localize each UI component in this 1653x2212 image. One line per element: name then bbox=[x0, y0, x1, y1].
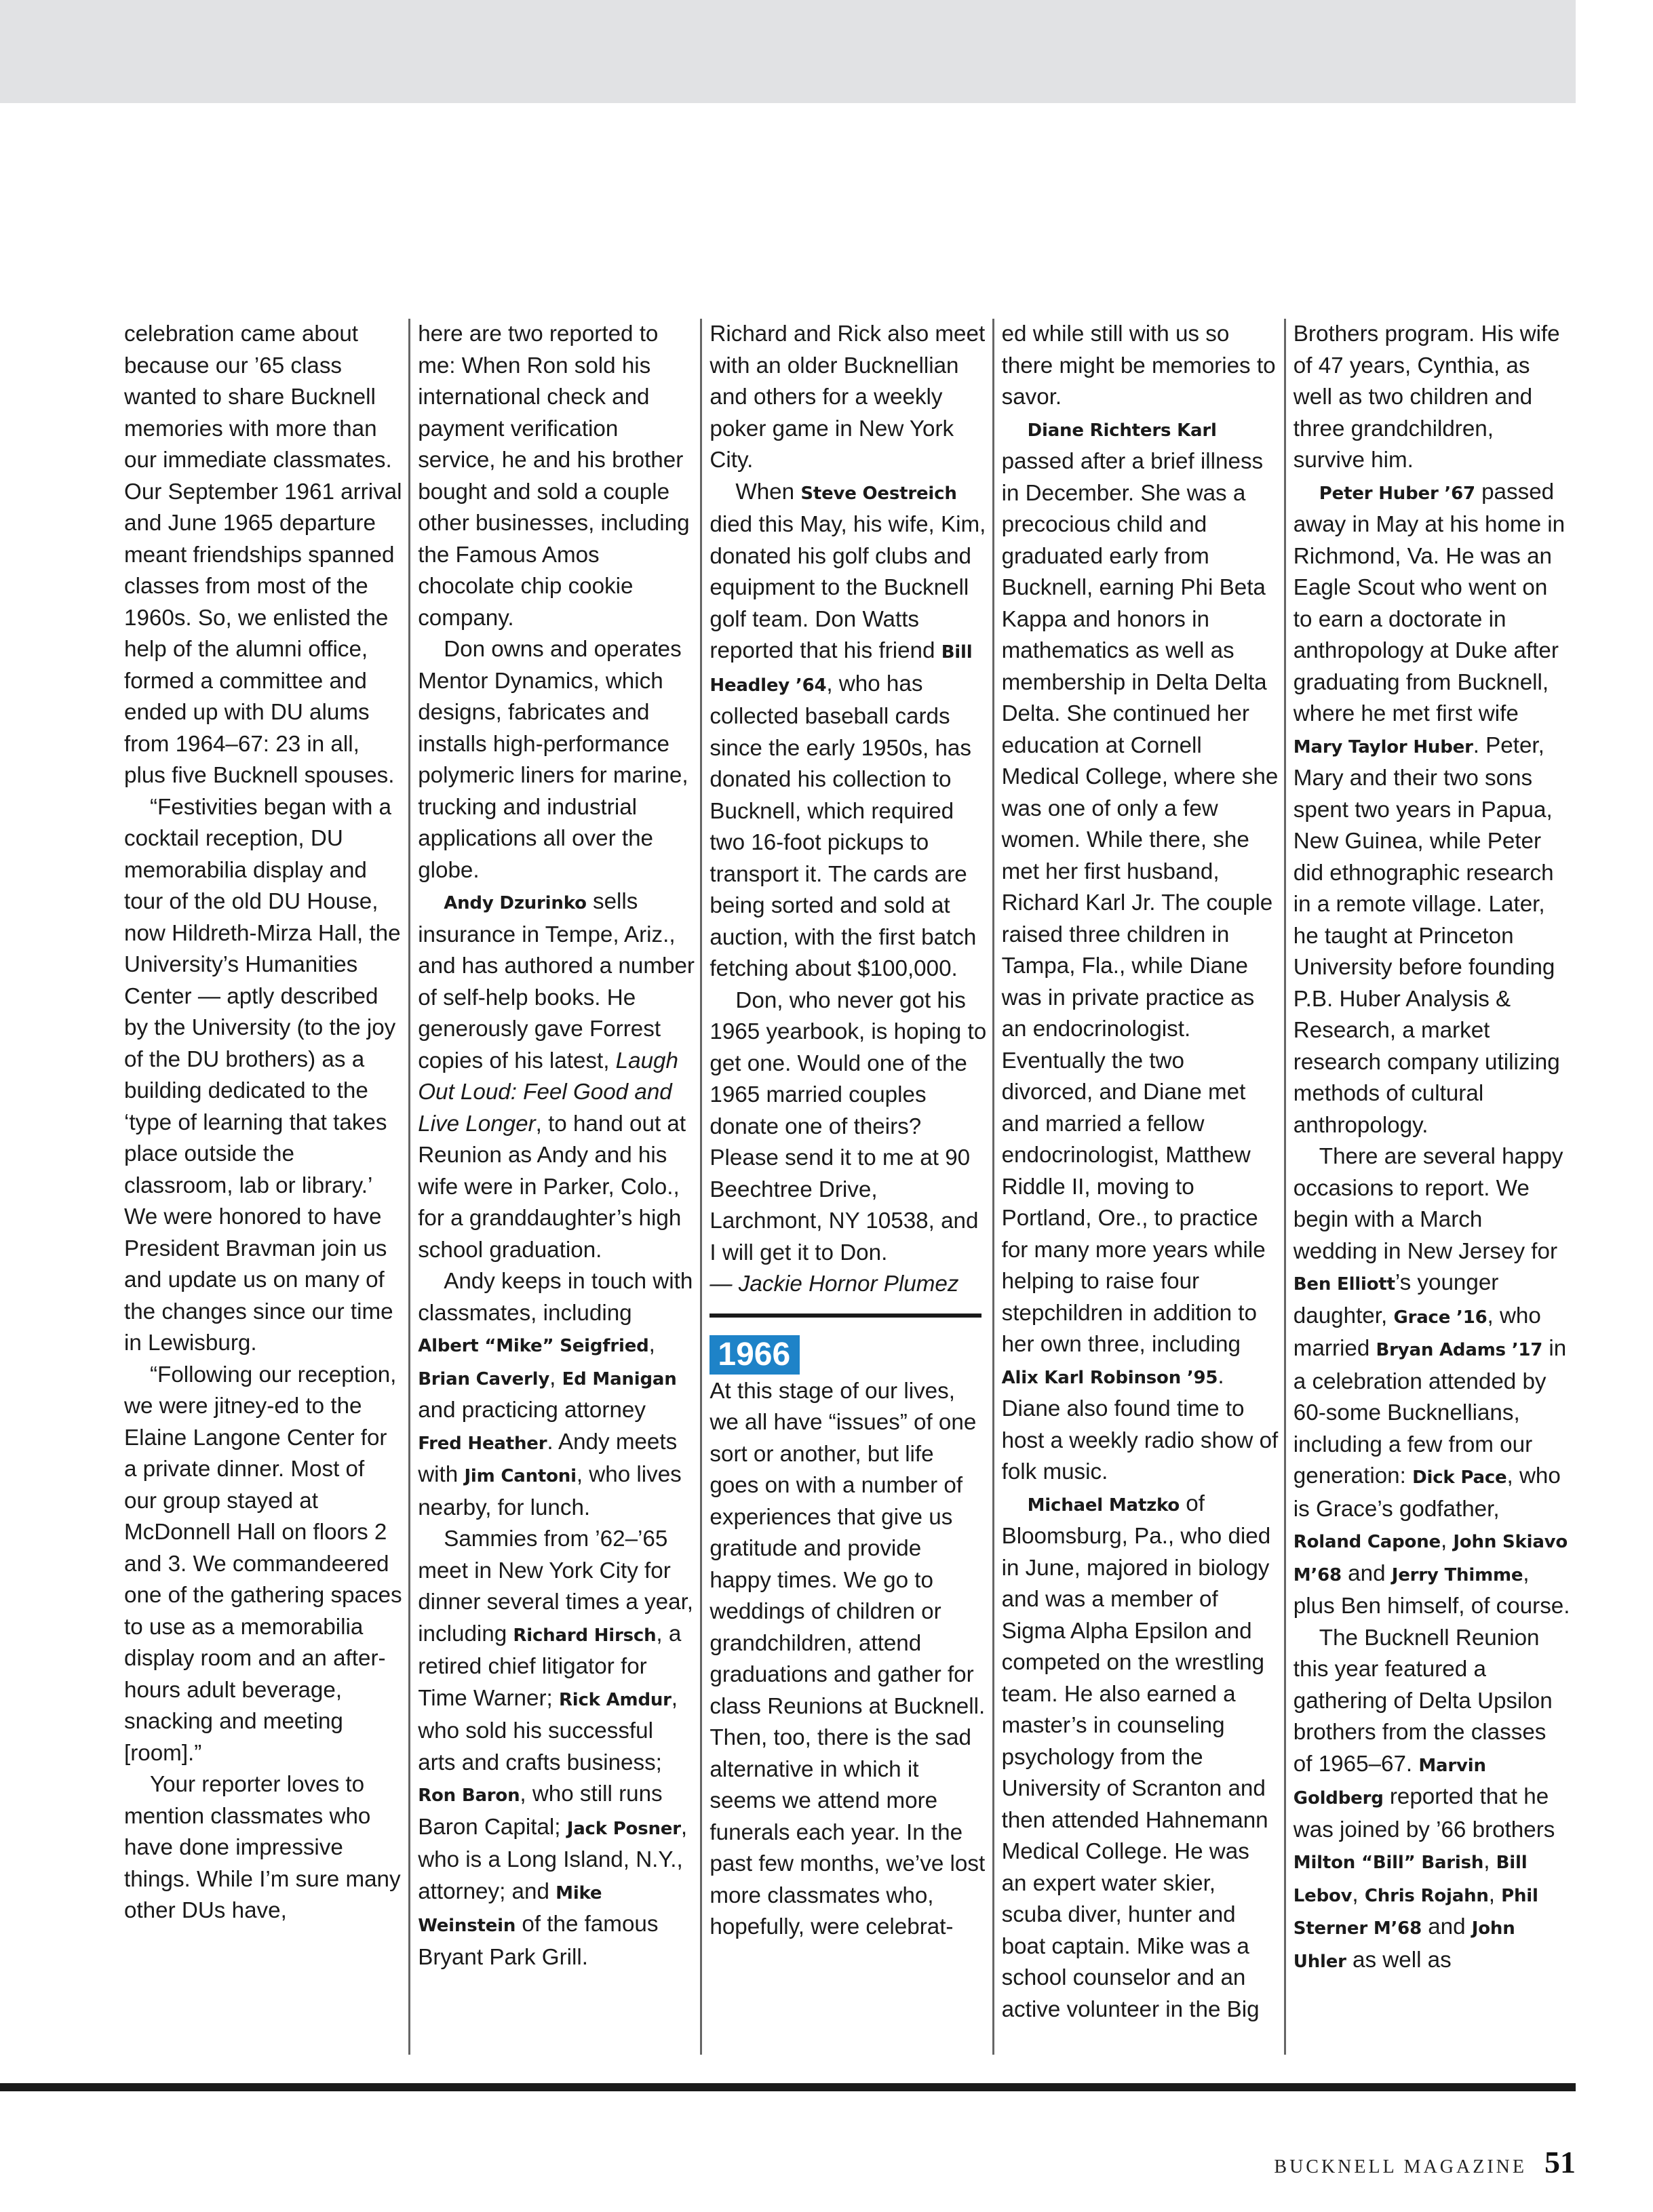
column-2 bbox=[408, 319, 700, 2055]
text-run: , who sold his successful arts and crafts business; bbox=[418, 1685, 678, 1775]
text-run: , who married bbox=[1293, 1303, 1541, 1361]
column-1 bbox=[117, 319, 408, 2055]
classmate-name: John Skiavo M’68 bbox=[1293, 1532, 1568, 1585]
text-run: Richard and Rick also meet with an older Bucknellian and others for a weekly poker game in New York City. bbox=[709, 321, 986, 473]
text-run: celebration came about because our ’65 class wanted to share Bucknell memories with more than our immediate classmates. Our September 1961 arrival and June 1965 departure meant friendships spanned classes from most of the 1960s. So, we enlisted the help of the alumni office, formed a committee and ended up with DU alums from 1964–67: 23 in all, plus five Bucknell spouses. bbox=[124, 321, 402, 788]
classmate-name: Roland Capone bbox=[1293, 1532, 1441, 1552]
classmate-name: Bill Lebov bbox=[1293, 1853, 1528, 1906]
text-run: in a celebration attended by 60-some Bucknellians, including a few from our generation: bbox=[1293, 1336, 1567, 1488]
text-run: Don, who never got his 1965 yearbook, is hoping to get one. Would one of the 1965 married couples donate one of theirs? Please send it to me at 90 Beechtree Drive, Larchmont, NY 10538, and I will get it to Don. bbox=[709, 987, 987, 1265]
article-paragraph bbox=[418, 634, 695, 886]
article-paragraph bbox=[1002, 319, 1279, 414]
text-run: , bbox=[1352, 1881, 1365, 1907]
text-run: . Andy meets with bbox=[418, 1429, 678, 1487]
classmate-name: Steve Oestreich bbox=[800, 483, 957, 504]
publication-name: BUCKNELL MAGAZINE bbox=[1274, 2156, 1527, 2177]
classmate-name: Dick Pace bbox=[1412, 1467, 1507, 1488]
text-run: and bbox=[1341, 1560, 1392, 1586]
text-run: Don owns and operates Mentor Dynamics, which designs, fabricates and installs high-performance polymeric liners for marine, trucking and industrial applications all over the globe. bbox=[418, 637, 688, 883]
classmate-name: John Uhler bbox=[1293, 1918, 1515, 1972]
text-run: here are two reported to me: When Ron sold his international check and payment verification service, he and his brother bought and sold a couple other businesses, including the Famous Amos chocolate chip cookie company. bbox=[418, 321, 690, 631]
classmate-name: Ron Baron bbox=[418, 1785, 520, 1806]
classmate-name: Bryan Adams ’17 bbox=[1376, 1340, 1543, 1360]
article-paragraph bbox=[709, 1376, 986, 1943]
text-run: “Festivities began with a cocktail reception, DU memorabilia display and tour of the old DU House, now Hildreth-Mirza Hall, the University’s Humanities Center — aptly described by the University (to the joy of the DU brothers) as a building dedicated to the ‘type of learning that takes place outside the classroom, lab or library.’ We were honored to have President Bravman join us and update us on many of the changes since our time in Lewisburg. bbox=[124, 794, 401, 1356]
text-run: , bbox=[1488, 1881, 1502, 1907]
classmate-name: Rick Amdur bbox=[558, 1689, 672, 1710]
class-year-heading: 1966 bbox=[709, 1335, 800, 1375]
classmate-name: Albert “Mike” Seigfried bbox=[418, 1336, 649, 1356]
classmate-name: Chris Rojahn bbox=[1364, 1885, 1489, 1906]
classmate-name: Michael Matzko bbox=[1027, 1495, 1180, 1516]
article-paragraph bbox=[1294, 319, 1570, 477]
page-number: 51 bbox=[1544, 2145, 1576, 2179]
classmate-name: Grace ’16 bbox=[1393, 1307, 1487, 1328]
text-run: of Bloomsburg, Pa., who died in June, majored in biology and was a member of Sigma Alpha Epsilon and competed on the wrestling team. He also earned a master’s in counseling psychology from the University of Scranton and then attended Hahnemann Medical College. He was an expert water skier, scuba diver, hunter and boat captain. Mike was a school counselor and an active volunteer in the Big bbox=[1001, 1490, 1271, 2022]
classmate-name: Milton “Bill” Barish bbox=[1293, 1853, 1484, 1873]
text-run: , who has collected baseball cards since the early 1950s, has donated his collection to Bucknell, which required two 16-foot pickups to transport it. The cards are being sorted and sold at auction, with the first batch fetching about $100,000. bbox=[709, 671, 977, 981]
classmate-name: Bill Headley ’64 bbox=[709, 642, 973, 696]
classmate-name: Ed Manigan bbox=[562, 1368, 677, 1389]
text-run: ’s younger daughter, bbox=[1293, 1270, 1499, 1328]
text-run: reported that he was joined by ’66 brothers bbox=[1293, 1784, 1555, 1842]
text-run: , who lives nearby, for lunch. bbox=[418, 1462, 682, 1520]
text-run: , to hand out at Reunion as Andy and his wife were in Parker, Colo., for a granddaughter’s high school graduation. bbox=[418, 1111, 686, 1263]
text-run: . Peter, Mary and their two sons spent two years in Papua, New Guinea, while Peter did ethnographic research in a remote village. Later, he taught at Princeton University before founding P.B. Huber Analysis & Research, a market research company utilizing methods of cultural anthropology. bbox=[1293, 732, 1560, 1138]
classmate-name: Phil Sterner M’68 bbox=[1293, 1885, 1538, 1939]
article-paragraph bbox=[124, 792, 403, 1360]
article-columns bbox=[117, 319, 1576, 2055]
text-run: , who is a Long Island, N.Y., attorney; and bbox=[418, 1814, 688, 1904]
text-run: Sammies from ’62–’65 meet in New York City for dinner several times a year, including bbox=[418, 1526, 694, 1646]
text-run: and bbox=[1421, 1914, 1472, 1939]
text-run: “Following our reception, we were jitney-ed to the Elaine Langone Center for a private dinner. Most of our group stayed at McDonnell Hall on floors 2 and 3. We commandeered one of the gathering spaces to use as a memorabilia display room and an after-hours adult beverage, snacking and meeting [room].” bbox=[124, 1362, 402, 1766]
classmate-name: Brian Caverly bbox=[418, 1368, 550, 1389]
classmate-name: Alix Karl Robinson ’95 bbox=[1001, 1367, 1218, 1388]
article-paragraph bbox=[709, 1269, 986, 1301]
text-run: There are several happy occasions to report. We begin with a March wedding in New Jersey for bbox=[1293, 1144, 1563, 1264]
article-paragraph bbox=[418, 1524, 695, 1973]
classmate-name: Jack Posner bbox=[566, 1818, 681, 1839]
article-paragraph bbox=[709, 477, 986, 985]
classmate-name: Andy Dzurinko bbox=[444, 893, 587, 913]
text-run: died this May, his wife, Kim, donated his golf clubs and equipment to the Bucknell golf team. Don Watts reported that his friend bbox=[709, 512, 986, 663]
classmate-name: Jim Cantoni bbox=[464, 1466, 577, 1486]
text-run: ed while still with us so there might be memories to savor. bbox=[1001, 321, 1276, 410]
text-run: The Bucknell Reunion this year featured a gathering of Delta Upsilon brothers from the classes of 1965–67. bbox=[1293, 1625, 1553, 1777]
text-run: Brothers program. His wife of 47 years, Cynthia, as well as two children and three grandchildren, survive him. bbox=[1293, 321, 1560, 473]
article-paragraph bbox=[1294, 477, 1570, 1142]
text-run: . Diane also found time to host a weekly radio show of folk music. bbox=[1001, 1363, 1279, 1484]
top-banner bbox=[0, 0, 1576, 103]
text-run: , who is Grace’s godfather, bbox=[1293, 1463, 1561, 1522]
text-run: and practicing attorney bbox=[418, 1398, 646, 1423]
text-run: as well as bbox=[1346, 1947, 1452, 1973]
text-run: , plus Ben himself, of course. bbox=[1293, 1560, 1570, 1619]
page-footer bbox=[1274, 2144, 1576, 2180]
text-run: , bbox=[648, 1332, 655, 1357]
italic-text: — Jackie Hornor Plumez bbox=[709, 1271, 959, 1297]
text-run: passed after a brief illness in December. She was a precocious child and graduated early from Bucknell, earning Phi Beta Kappa and honors in mathematics as well as membership in Delta Delta Delta. She continued her education at Cornell Medical College, where she was one of only a few women. While there, she met her first husband, Richard Karl Jr. The couple raised three children in Tampa, Fla., while Diane was in private practice as an endocrinologist. Eventually the two divorced, and Diane met and married a fellow endocrinologist, Matthew Riddle II, moving to Portland, Ore., to practice for many more years while helping to raise four stepchildren in addition to her own three, including bbox=[1001, 449, 1279, 1357]
classmate-name: Mike Weinstein bbox=[418, 1882, 602, 1936]
text-run: sells insurance in Tempe, Ariz., and has authored a number of self-help books. He generously gave Forrest copies of his latest, bbox=[418, 889, 695, 1073]
text-run: , who still runs Baron Capital; bbox=[418, 1781, 663, 1840]
classmate-name: Jerry Thimme bbox=[1391, 1564, 1523, 1585]
column-4 bbox=[992, 319, 1284, 2055]
text-run: At this stage of our lives, we all have “issues” of one sort or another, but life goes on with a number of experiences that give us gratitude and provide happy times. We go to weddings of children or grandchildren, attend graduations and gather for class Reunions at Bucknell. Then, too, there is the sad alternative in which it seems we attend more funerals each year. In the past few months, we’ve lost more classmates who, hopefully, were celebrat- bbox=[709, 1378, 986, 1939]
text-run: , bbox=[549, 1364, 562, 1390]
article-paragraph bbox=[709, 319, 986, 477]
classmate-name: Ben Elliott bbox=[1293, 1274, 1395, 1295]
column-3 bbox=[700, 319, 992, 2055]
article-paragraph bbox=[709, 985, 986, 1269]
bottom-rule bbox=[0, 2083, 1576, 2091]
text-run: Andy keeps in touch with classmates, including bbox=[418, 1269, 693, 1326]
column-5 bbox=[1284, 319, 1576, 2055]
section-divider bbox=[709, 1314, 981, 1318]
text-run: When bbox=[735, 479, 801, 505]
article-paragraph bbox=[1294, 1623, 1570, 1978]
article-paragraph bbox=[124, 1769, 403, 1927]
article-paragraph bbox=[124, 319, 403, 792]
article-paragraph bbox=[1002, 1488, 1279, 2026]
text-run: , bbox=[1440, 1528, 1454, 1553]
article-paragraph bbox=[1002, 414, 1279, 1488]
article-paragraph bbox=[1294, 1141, 1570, 1623]
text-run: Your reporter loves to mention classmates who have done impressive things. While I’m sure many other DUs have, bbox=[124, 1772, 401, 1923]
article-paragraph bbox=[418, 1266, 695, 1524]
classmate-name: Diane Richters Karl bbox=[1027, 420, 1217, 441]
text-run: , bbox=[1483, 1849, 1496, 1874]
text-run: of the famous Bryant Park Grill. bbox=[418, 1912, 659, 1970]
classmate-name: Richard Hirsch bbox=[513, 1625, 657, 1646]
article-paragraph bbox=[124, 1360, 403, 1770]
article-paragraph bbox=[418, 319, 695, 634]
classmate-name: Fred Heather bbox=[418, 1433, 547, 1454]
text-run: , a retired chief litigator for Time Warner; bbox=[418, 1621, 682, 1711]
classmate-name: Mary Taylor Huber bbox=[1293, 736, 1473, 757]
text-run: passed away in May at his home in Richmond, Va. He was an Eagle Scout who went on to earn a doctorate in anthropology at Duke after graduating from Bucknell, where he met first wife bbox=[1293, 479, 1566, 726]
italic-text: Laugh Out Loud: Feel Good and Live Longer bbox=[418, 1048, 678, 1137]
classmate-name: Peter Huber ’67 bbox=[1319, 483, 1475, 504]
classmate-name: Marvin Goldberg bbox=[1293, 1755, 1486, 1809]
article-paragraph bbox=[418, 886, 695, 1266]
